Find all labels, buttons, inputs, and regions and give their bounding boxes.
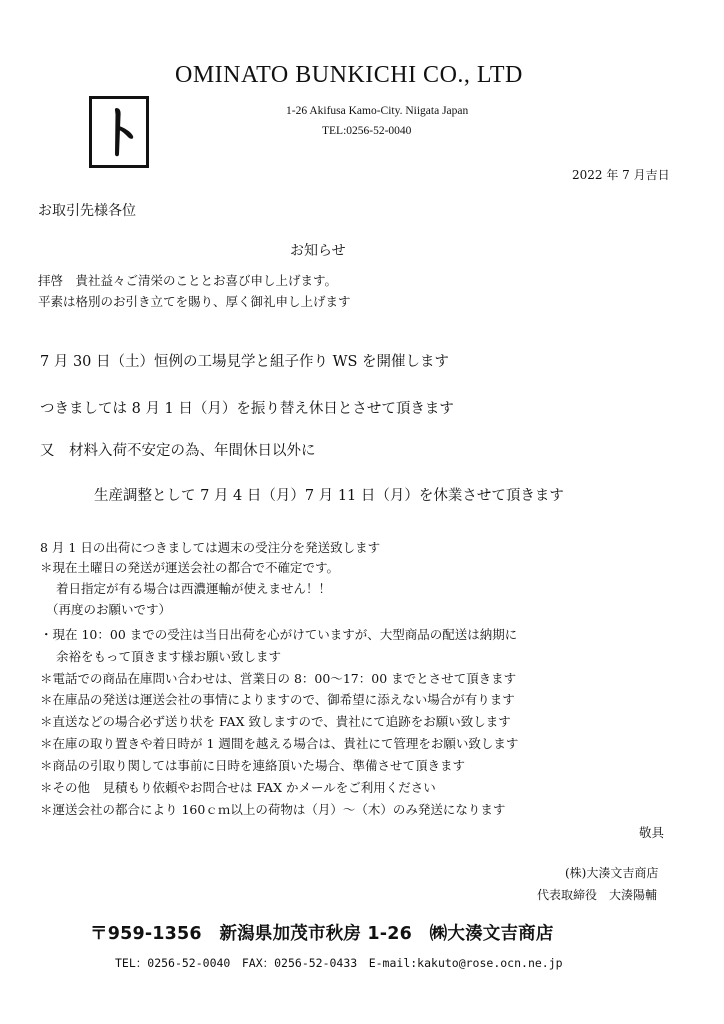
signature-representative: 代表取締役 大湊陽輔 (537, 888, 658, 902)
announcement-line: 7 月 30 日（土）恒例の工場見学と組子作り WS を開催します (40, 354, 450, 370)
announcement-line: 生産調整として 7 月 4 日（月）7 月 11 日（月）を休業させて頂きます (94, 488, 564, 504)
footer-address: 〒959-1356 新潟県加茂市秋房 1-26 ㈱大湊文吉商店 (90, 924, 554, 944)
note-line: （再度のお願いです） (46, 602, 172, 617)
announcement-line: つきましては 8 月 1 日（月）を振り替え休日とさせて頂きます (40, 401, 454, 417)
company-tel: TEL:0256-52-0040 (322, 125, 412, 137)
notice-title: お知らせ (290, 243, 346, 259)
letter-date: 2022 年 7 月吉日 (572, 168, 670, 182)
company-address: 1-26 Akifusa Kamo-City. Niigata Japan (286, 105, 469, 117)
signature-company: (株)大湊文吉商店 (565, 866, 659, 880)
note-line: ＊運送会社の都合により 160ｃｍ以上の荷物は（月）〜（木）のみ発送になります (40, 802, 506, 817)
note-line: ・現在 10：00 までの受注は当日出荷を心がけていますが、大型商品の配送は納期に (40, 627, 518, 642)
brush-character-to-icon (99, 106, 139, 158)
closing: 敬具 (639, 825, 665, 840)
company-name: OMINATO BUNKICHI CO., LTD (175, 62, 523, 88)
note-line: 8 月 1 日の出荷につきましては週末の受注分を発送致します (40, 540, 381, 555)
recipient: お取引先様各位 (38, 203, 136, 219)
note-line: ＊電話での商品在庫問い合わせは、営業日の 8：00〜17：00 までとさせて頂きます (40, 671, 517, 686)
announcement-line: 又 材料入荷不安定の為、年間休日以外に (40, 443, 316, 459)
note-line: ＊在庫の取り置きや着日時が 1 週間を越える場合は、貴社にて管理をお願い致します (40, 736, 519, 751)
note-line: ＊在庫品の発送は運送会社の事情によりますので、御希望に添えない場合が有ります (40, 692, 515, 707)
greeting-line: 平素は格別のお引き立てを賜り、厚く御礼申し上げます (38, 294, 351, 309)
note-line: 着日指定が有る場合は西濃運輸が使えません！！ (56, 581, 332, 596)
note-line: 余裕をもって頂きます様お願い致します (56, 649, 282, 664)
footer-contact: TEL：0256-52-0040 FAX：0256-52-0433 E-mail:kakuto@rose.ocn.ne.jp (115, 956, 563, 970)
note-line: ＊商品の引取り関しては事前に日時を連絡頂いた場合、準備させて頂きます (40, 758, 466, 773)
note-line: ＊その他 見積もり依頼やお問合せは FAX かメールをご利用ください (40, 780, 436, 795)
note-line: ＊現在土曜日の発送が運送会社の都合で不確定です。 (40, 560, 340, 575)
note-line: ＊直送などの場合必ず送り状を FAX 致しますので、貴社にて追跡をお願い致します (40, 714, 511, 729)
greeting-line: 拝啓 貴社益々ご清栄のこととお喜び申し上げます。 (38, 273, 338, 288)
company-logo (89, 96, 149, 168)
